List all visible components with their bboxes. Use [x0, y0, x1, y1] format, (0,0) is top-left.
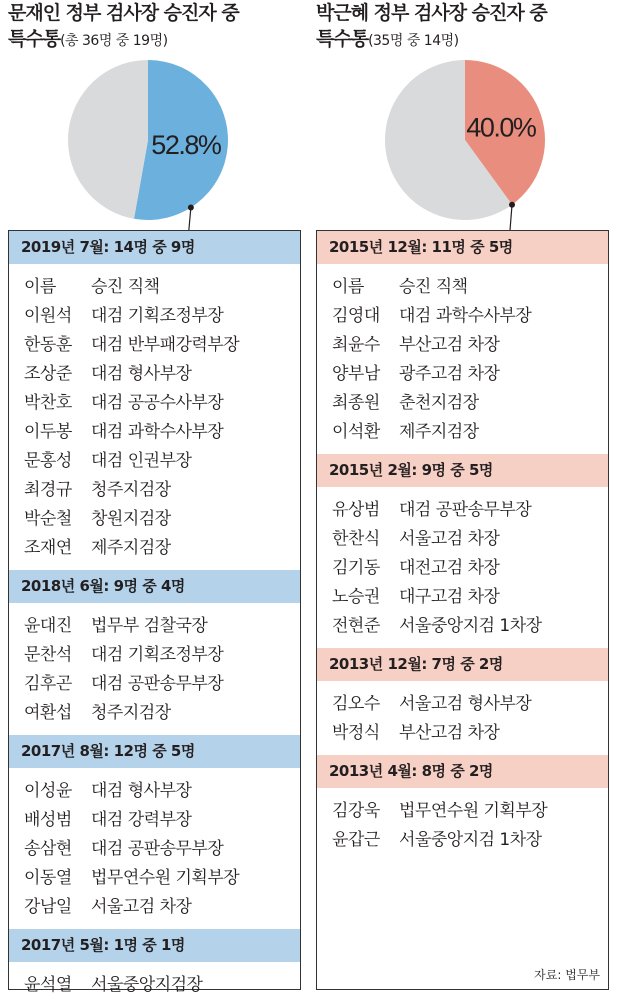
left-title-line2	[8, 26, 304, 54]
promoted-position: 대검 공판송무부장	[399, 500, 532, 520]
promoted-position: 춘천지검장	[399, 393, 479, 413]
list-item	[332, 360, 608, 389]
list-item	[332, 418, 608, 447]
prosecutor-name: 조재연	[24, 538, 72, 558]
list-item	[24, 273, 300, 302]
prosecutor-name: 최종원	[332, 393, 380, 413]
promoted-position: 부산고검 차장	[399, 723, 500, 743]
right-column	[316, 0, 612, 982]
right-list-box	[316, 230, 609, 990]
pie-leader-dot	[509, 202, 515, 208]
promoted-position: 서울고검 차장	[91, 897, 192, 917]
promoted-position: 법무부 검찰국장	[91, 616, 208, 636]
list-item	[332, 302, 608, 331]
promoted-position: 법무연수원 기획부장	[91, 868, 240, 888]
list-item	[332, 826, 608, 855]
prosecutor-name: 조상준	[24, 364, 72, 384]
prosecutor-name: 윤갑근	[332, 830, 380, 850]
right-section-header: 2013년 4월: 8명 중 2명	[317, 755, 608, 788]
left-section-list	[9, 264, 300, 570]
prosecutor-name: 한찬식	[332, 529, 380, 549]
left-section-header: 2018년 6월: 9명 중 4명	[9, 570, 300, 603]
list-item	[24, 893, 300, 922]
left-title-line1: 문재인 정부 검사장 승진자 중	[8, 2, 239, 24]
list-item	[332, 583, 608, 612]
promoted-position: 대검 인권부장	[91, 451, 192, 471]
list-item	[24, 331, 300, 360]
right-pie-svg	[380, 58, 550, 223]
left-section-list	[9, 768, 300, 929]
list-item	[24, 971, 300, 1000]
list-item	[24, 418, 300, 447]
prosecutor-name: 이름	[24, 277, 56, 297]
promoted-position: 승진 직책	[399, 277, 468, 297]
list-item	[332, 496, 608, 525]
promoted-position: 청주지검장	[91, 480, 171, 500]
list-item	[332, 719, 608, 748]
prosecutor-name: 배성범	[24, 810, 72, 830]
promoted-position: 대검 공판송무부장	[91, 674, 224, 694]
left-section-header: 2017년 5월: 1명 중 1명	[9, 929, 300, 962]
right-section-list	[317, 788, 608, 862]
left-title-sub: (총 36명 중 19명)	[60, 33, 168, 49]
promoted-position: 청주지검장	[91, 703, 171, 723]
prosecutor-name: 이동열	[24, 868, 72, 888]
list-item	[24, 389, 300, 418]
promoted-position: 대검 형사부장	[91, 781, 192, 801]
left-section-list	[9, 603, 300, 735]
prosecutor-name: 김영대	[332, 306, 380, 326]
left-list-box	[8, 230, 301, 995]
promoted-position: 승진 직책	[91, 277, 160, 297]
promoted-position: 대검 과학수사부장	[399, 306, 532, 326]
promoted-position: 광주고검 차장	[399, 364, 500, 384]
left-title-bold: 특수통	[8, 28, 61, 50]
source-note: 자료: 법무부	[534, 968, 600, 982]
list-item	[24, 699, 300, 728]
prosecutor-name: 김기동	[332, 558, 380, 578]
promoted-position: 대검 강력부장	[91, 810, 192, 830]
list-item	[24, 612, 300, 641]
promoted-position: 대검 공판송무부장	[91, 839, 224, 859]
prosecutor-name: 박정식	[332, 723, 380, 743]
promoted-position: 서울고검 형사부장	[399, 694, 532, 714]
promoted-position: 대전고검 차장	[399, 558, 500, 578]
list-item	[24, 447, 300, 476]
pie-leader-line	[189, 208, 191, 230]
list-item	[24, 302, 300, 331]
promoted-position: 서울고검 차장	[399, 529, 500, 549]
prosecutor-name: 김오수	[332, 694, 380, 714]
prosecutor-name: 이원석	[24, 306, 72, 326]
promoted-position: 대검 과학수사부장	[91, 422, 224, 442]
promoted-position: 대구고검 차장	[399, 587, 500, 607]
right-title-sub: (35명 중 14명)	[368, 33, 459, 49]
list-item	[332, 389, 608, 418]
right-section-header: 2015년 12월: 11명 중 5명	[317, 231, 608, 264]
prosecutor-name: 윤대진	[24, 616, 72, 636]
prosecutor-name: 문찬석	[24, 645, 72, 665]
pie-percent-label: 40.0%	[466, 112, 536, 143]
prosecutor-name: 이름	[332, 277, 364, 297]
promoted-position: 대검 반부패강력부장	[91, 335, 240, 355]
list-item	[24, 360, 300, 389]
left-section-header: 2019년 7월: 14명 중 9명	[9, 231, 300, 264]
prosecutor-name: 박찬호	[24, 393, 72, 413]
right-title-line2	[316, 26, 612, 54]
list-item	[332, 554, 608, 583]
list-item	[332, 525, 608, 554]
list-item	[24, 476, 300, 505]
prosecutor-name: 최윤수	[332, 335, 380, 355]
list-item	[332, 331, 608, 360]
promoted-position: 서울중앙지검 1차장	[399, 830, 542, 850]
list-item	[24, 835, 300, 864]
right-section-list	[317, 264, 608, 454]
prosecutor-name: 한동훈	[24, 335, 72, 355]
promoted-position: 대검 형사부장	[91, 364, 192, 384]
left-column	[8, 0, 304, 995]
prosecutor-name: 이두봉	[24, 422, 72, 442]
promoted-position: 대검 기획조정부장	[91, 306, 224, 326]
list-item	[332, 690, 608, 719]
pie-percent-label: 52.8%	[151, 129, 221, 160]
prosecutor-name: 송삼현	[24, 839, 72, 859]
promoted-position: 창원지검장	[91, 509, 171, 529]
promoted-position: 법무연수원 기획부장	[399, 801, 548, 821]
list-item	[332, 273, 608, 302]
promoted-position: 대검 공공수사부장	[91, 393, 224, 413]
right-section-header: 2015년 2월: 9명 중 5명	[317, 454, 608, 487]
promoted-position: 대검 기획조정부장	[91, 645, 224, 665]
right-section-list	[317, 681, 608, 755]
promoted-position: 제주지검장	[91, 538, 171, 558]
list-item	[332, 797, 608, 826]
prosecutor-name: 이성윤	[24, 781, 72, 801]
promoted-position: 부산고검 차장	[399, 335, 500, 355]
list-item	[24, 670, 300, 699]
list-item	[332, 612, 608, 641]
list-item	[24, 777, 300, 806]
pie-slice-rest	[68, 60, 148, 219]
prosecutor-name: 양부남	[332, 364, 380, 384]
left-pie-svg	[63, 58, 233, 223]
list-item	[24, 806, 300, 835]
promoted-position: 서울중앙지검장	[91, 975, 203, 995]
right-title-bold: 특수통	[316, 28, 369, 50]
list-item	[24, 641, 300, 670]
promoted-position: 서울중앙지검 1차장	[399, 616, 542, 636]
pie-leader-line	[510, 205, 512, 230]
list-item	[24, 505, 300, 534]
prosecutor-name: 전현준	[332, 616, 380, 636]
prosecutor-name: 박순철	[24, 509, 72, 529]
prosecutor-name: 문홍성	[24, 451, 72, 471]
list-item	[24, 864, 300, 893]
left-pie	[63, 58, 233, 223]
prosecutor-name: 여환섭	[24, 703, 72, 723]
left-section-list	[9, 962, 300, 1007]
promoted-position: 제주지검장	[399, 422, 479, 442]
prosecutor-name: 김강욱	[332, 801, 380, 821]
prosecutor-name: 이석환	[332, 422, 380, 442]
prosecutor-name: 노승권	[332, 587, 380, 607]
prosecutor-name: 강남일	[24, 897, 72, 917]
pie-leader-dot	[188, 205, 194, 211]
prosecutor-name: 윤석열	[24, 975, 72, 995]
right-section-header: 2013년 12월: 7명 중 2명	[317, 648, 608, 681]
right-pie	[380, 58, 550, 223]
prosecutor-name: 김후곤	[24, 674, 72, 694]
right-title-line1: 박근혜 정부 검사장 승진자 중	[316, 2, 547, 24]
right-section-list	[317, 487, 608, 648]
prosecutor-name: 유상범	[332, 500, 380, 520]
list-item	[24, 534, 300, 563]
prosecutor-name: 최경규	[24, 480, 72, 500]
left-section-header: 2017년 8월: 12명 중 5명	[9, 735, 300, 768]
